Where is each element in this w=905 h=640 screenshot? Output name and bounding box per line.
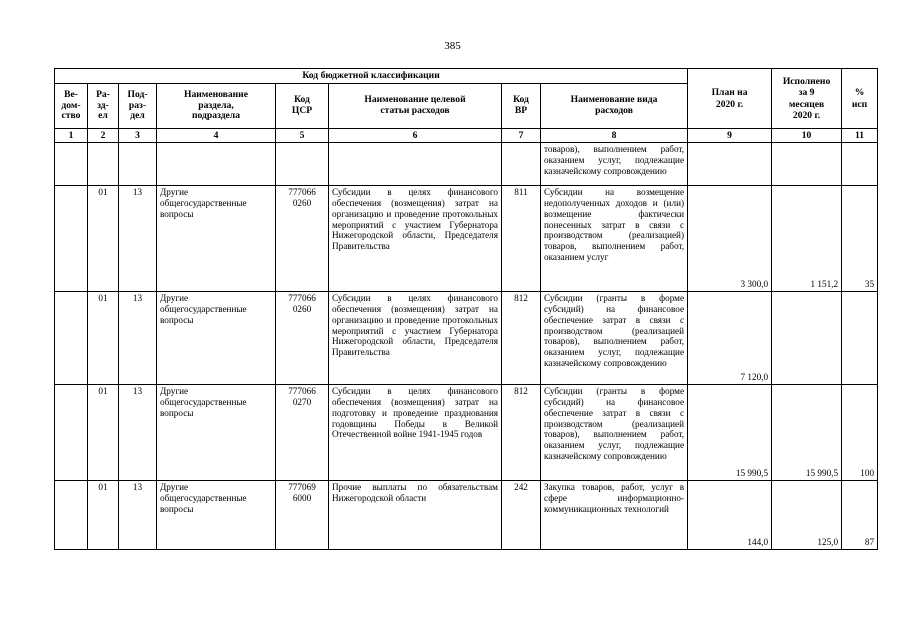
- header-vr: Код ВР: [502, 84, 541, 129]
- executed-cell: [772, 292, 842, 385]
- target-name-cell: Субсидии в целях финансового обеспечения (возмещения) затрат на организацию и проведение протокольных мероприятий с участием Губернатора Нижегородской области, Председателя Правительства: [329, 292, 502, 385]
- csr-cell: 777066 0270: [276, 385, 329, 481]
- razdel-cell: 01: [88, 385, 119, 481]
- percent-cell: [842, 292, 878, 385]
- vr-name-continued: товаров), выполнением работ, оказанием услуг, подлежащие казначейскому сопровождению: [541, 143, 688, 186]
- ved-cell: [55, 481, 88, 550]
- podrazdel-cell: 13: [119, 385, 157, 481]
- section-name-cell: Другие общегосударственные вопросы: [157, 385, 276, 481]
- header-vr-name: Наименование вида расходов: [541, 84, 688, 129]
- col-number: 11: [842, 129, 878, 143]
- vr-name-cell: Субсидии на возмещение недополученных доходов и (или) возмещение фактически понесенных затрат в связи с производством (реализацией) товаров, выполнением работ, оказанием услуг: [541, 186, 688, 292]
- header-budget-classification: Код бюджетной классификации: [55, 69, 688, 84]
- csr-cell: 777066 0260: [276, 186, 329, 292]
- vr-name-cell: Закупка товаров, работ, услуг в сфере информационно-коммуникационных технологий: [541, 481, 688, 550]
- percent-cell: 87: [842, 481, 878, 550]
- col-number: 4: [157, 129, 276, 143]
- vr-cell: 812: [502, 385, 541, 481]
- podrazdel-cell: 13: [119, 481, 157, 550]
- vr-cell: 812: [502, 292, 541, 385]
- vr-name-cell: Субсидии (гранты в форме субсидий) на финансовое обеспечение затрат в связи с производством (реализацией товаров), выполнением работ, оказанием услуг, подлежащие казначейскому сопровождению: [541, 385, 688, 481]
- table-row: [55, 481, 878, 550]
- budget-execution-table: [54, 68, 878, 550]
- plan-cell: 3 300,0: [688, 186, 772, 292]
- table-row: [55, 186, 878, 292]
- col-number: 6: [329, 129, 502, 143]
- col-number: 5: [276, 129, 329, 143]
- col-number: 2: [88, 129, 119, 143]
- header-percent: % исп: [842, 69, 878, 129]
- section-name-cell: Другие общегосударственные вопросы: [157, 186, 276, 292]
- razdel-cell: 01: [88, 481, 119, 550]
- vr-cell: 811: [502, 186, 541, 292]
- csr-cell: 777069 6000: [276, 481, 329, 550]
- razdel-cell: 01: [88, 292, 119, 385]
- col-number: 10: [772, 129, 842, 143]
- ved-cell: [55, 186, 88, 292]
- ved-cell: [55, 292, 88, 385]
- ved-cell: [55, 385, 88, 481]
- csr-cell: 777066 0260: [276, 292, 329, 385]
- col-number: 7: [502, 129, 541, 143]
- percent-cell: 35: [842, 186, 878, 292]
- table-row: [55, 143, 878, 186]
- col-number: 1: [55, 129, 88, 143]
- table-row: [55, 385, 878, 481]
- target-name-cell: Субсидии в целях финансового обеспечения (возмещения) затрат на подготовку и проведение празднования годовщины Победы в Великой Отечественной войне 1941-1945 годов: [329, 385, 502, 481]
- header-target-name: Наименование целевой статьи расходов: [329, 84, 502, 129]
- section-name-cell: Другие общегосударственные вопросы: [157, 292, 276, 385]
- plan-cell: 144,0: [688, 481, 772, 550]
- col-number: 3: [119, 129, 157, 143]
- target-name-cell: Субсидии в целях финансового обеспечения (возмещения) затрат на организацию и проведение протокольных мероприятий с участием Губернатора Нижегородской области, Председателя Правительства: [329, 186, 502, 292]
- header-section-name: Наименование раздела, подраздела: [157, 84, 276, 129]
- table-row: [55, 292, 878, 385]
- percent-cell: 100: [842, 385, 878, 481]
- vr-cell: 242: [502, 481, 541, 550]
- executed-cell: 125,0: [772, 481, 842, 550]
- page-number: 385: [444, 40, 461, 52]
- col-number: 9: [688, 129, 772, 143]
- header-razdel: Ра- зд- ел: [88, 84, 119, 129]
- header-vedomstvo: Ве- дом- ство: [55, 84, 88, 129]
- vr-name-cell: Субсидии (гранты в форме субсидий) на финансовое обеспечение затрат в связи с производством (реализацией товаров), выполнением работ, оказанием услуг, подлежащие казначейскому сопровождению: [541, 292, 688, 385]
- podrazdel-cell: 13: [119, 186, 157, 292]
- target-name-cell: Прочие выплаты по обязательствам Нижегородской области: [329, 481, 502, 550]
- col-number: 8: [541, 129, 688, 143]
- razdel-cell: 01: [88, 186, 119, 292]
- executed-cell: 15 990,5: [772, 385, 842, 481]
- executed-cell: 1 151,2: [772, 186, 842, 292]
- header-csr: Код ЦСР: [276, 84, 329, 129]
- plan-cell: 7 120,0: [688, 292, 772, 385]
- section-name-cell: Другие общегосударственные вопросы: [157, 481, 276, 550]
- podrazdel-cell: 13: [119, 292, 157, 385]
- header-executed: Исполнено за 9 месяцев 2020 г.: [772, 69, 842, 129]
- plan-cell: 15 990,5: [688, 385, 772, 481]
- header-podrazdel: Под- раз- дел: [119, 84, 157, 129]
- header-plan: План на 2020 г.: [688, 69, 772, 129]
